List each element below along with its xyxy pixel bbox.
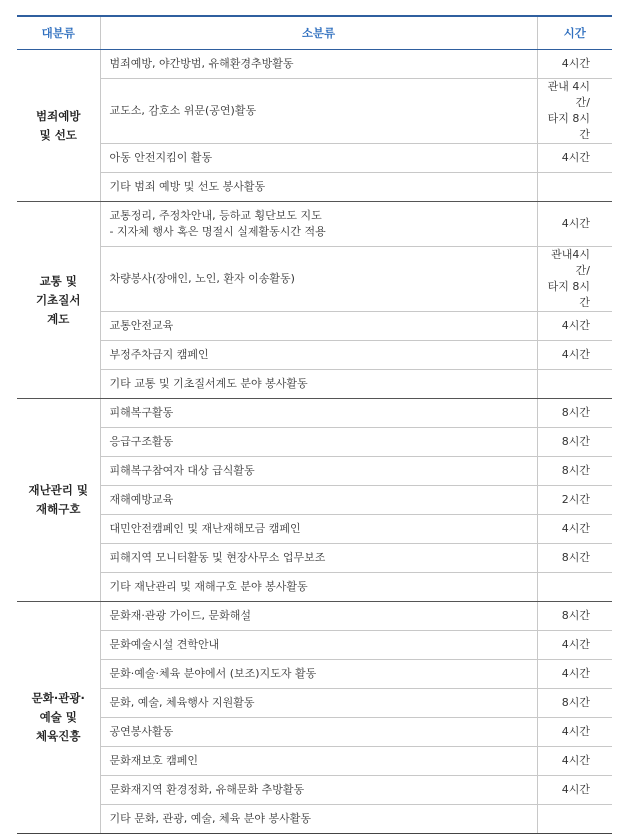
table-row bbox=[17, 79, 612, 144]
time-value: 4시간 bbox=[561, 57, 590, 70]
activity-cell bbox=[100, 747, 537, 776]
time-value: 8시간 bbox=[561, 406, 590, 419]
time-cell bbox=[537, 573, 612, 602]
time-cell bbox=[537, 247, 612, 312]
activity-label: 응급구조활동 bbox=[109, 435, 174, 448]
major-category-label: 예술 및 bbox=[39, 710, 77, 724]
time-cell bbox=[537, 173, 612, 202]
activity-cell bbox=[100, 247, 537, 312]
volunteer-time-table bbox=[17, 15, 612, 834]
table-row bbox=[17, 247, 612, 312]
table-row bbox=[17, 805, 612, 834]
activity-cell bbox=[100, 202, 537, 247]
activity-label: 공연봉사활동 bbox=[109, 725, 174, 738]
activity-cell bbox=[100, 689, 537, 718]
activity-label: 피해복구참여자 대상 급식활동 bbox=[109, 464, 255, 477]
time-cell bbox=[537, 79, 612, 144]
time-cell bbox=[537, 50, 612, 79]
major-category-cell bbox=[17, 50, 100, 202]
table-row bbox=[17, 50, 612, 79]
time-value: 8시간 bbox=[561, 464, 590, 477]
activity-cell bbox=[100, 805, 537, 834]
time-cell bbox=[537, 718, 612, 747]
activity-label: 문화·예술·체육 분야에서 (보조)지도자 활동 bbox=[109, 667, 317, 680]
table-row bbox=[17, 341, 612, 370]
activity-label: 대민안전캠페인 및 재난재해모금 캠페인 bbox=[109, 522, 301, 535]
activity-label: 아동 안전지킴이 활동 bbox=[109, 151, 213, 164]
activity-cell bbox=[100, 312, 537, 341]
activity-label: 피해지역 모니터활동 및 현장사무소 업무보조 bbox=[109, 551, 326, 564]
time-cell bbox=[537, 457, 612, 486]
header-row bbox=[17, 16, 612, 50]
table-row bbox=[17, 660, 612, 689]
activity-cell bbox=[100, 573, 537, 602]
table-row bbox=[17, 747, 612, 776]
major-category-label: 계도 bbox=[47, 311, 70, 326]
major-category-label: 및 선도 bbox=[39, 127, 77, 142]
minor-category-header: 소분류 bbox=[100, 16, 537, 50]
time-value: 타지 8시간 bbox=[547, 280, 590, 309]
time-cell bbox=[537, 370, 612, 399]
time-value: 4시간 bbox=[561, 348, 590, 361]
activity-cell bbox=[100, 718, 537, 747]
time-value: 4시간 bbox=[561, 725, 590, 738]
major-category-cell bbox=[17, 602, 100, 834]
table-row bbox=[17, 144, 612, 173]
activity-cell bbox=[100, 515, 537, 544]
time-cell bbox=[537, 631, 612, 660]
activity-cell bbox=[100, 79, 537, 144]
table-row bbox=[17, 689, 612, 718]
table-row bbox=[17, 399, 612, 428]
table-row bbox=[17, 173, 612, 202]
major-category-cell bbox=[17, 399, 100, 602]
major-category-header: 대분류 bbox=[17, 16, 100, 50]
time-cell bbox=[537, 399, 612, 428]
table-row bbox=[17, 544, 612, 573]
table-row bbox=[17, 515, 612, 544]
table-row bbox=[17, 718, 612, 747]
time-value: 4시간 bbox=[561, 638, 590, 651]
time-value: 8시간 bbox=[561, 551, 590, 564]
activity-cell bbox=[100, 370, 537, 399]
major-category-label: 기초질서 bbox=[36, 292, 81, 307]
table-row bbox=[17, 457, 612, 486]
activity-cell bbox=[100, 341, 537, 370]
table-row bbox=[17, 428, 612, 457]
activity-label: 교통정리, 주정차안내, 등하교 횡단보도 지도 bbox=[109, 209, 322, 222]
activity-cell bbox=[100, 399, 537, 428]
major-category-label: 재난관리 및 bbox=[28, 483, 89, 497]
activity-label: 차량봉사(장애인, 노인, 환자 이송활동) bbox=[109, 272, 295, 285]
activity-label: 기타 재난관리 및 재해구호 분야 봉사활동 bbox=[109, 580, 308, 593]
time-cell bbox=[537, 602, 612, 631]
activity-label: 피해복구활동 bbox=[109, 406, 174, 419]
time-cell bbox=[537, 689, 612, 718]
table-row bbox=[17, 631, 612, 660]
table-row bbox=[17, 486, 612, 515]
activity-label: 문화예술시설 견학안내 bbox=[109, 638, 220, 651]
activity-label: - 지자체 행사 혹은 명절시 실제활동시간 적용 bbox=[109, 225, 326, 238]
activity-label: 교도소, 감호소 위문(공연)활동 bbox=[109, 104, 257, 117]
time-value: 2시간 bbox=[561, 493, 590, 506]
activity-cell bbox=[100, 144, 537, 173]
time-cell bbox=[537, 486, 612, 515]
time-cell bbox=[537, 515, 612, 544]
activity-label: 기타 문화, 관광, 예술, 체육 분야 봉사활동 bbox=[109, 812, 311, 825]
time-cell bbox=[537, 428, 612, 457]
time-value: 4시간 bbox=[561, 319, 590, 332]
time-value: 8시간 bbox=[561, 435, 590, 448]
activity-label: 문화재보호 캠페인 bbox=[109, 754, 199, 767]
time-value: 타지 8시간 bbox=[547, 112, 590, 141]
activity-cell bbox=[100, 428, 537, 457]
major-category-cell bbox=[17, 202, 100, 399]
time-value: 4시간 bbox=[561, 522, 590, 535]
activity-label: 문화재·관광 가이드, 문화해설 bbox=[109, 609, 251, 622]
activity-label: 교통안전교육 bbox=[109, 319, 174, 332]
time-cell bbox=[537, 312, 612, 341]
time-cell bbox=[537, 776, 612, 805]
major-category-label: 체육진흥 bbox=[36, 729, 81, 743]
activity-cell bbox=[100, 457, 537, 486]
time-cell bbox=[537, 805, 612, 834]
time-cell bbox=[537, 341, 612, 370]
table-row bbox=[17, 370, 612, 399]
major-category-label: 교통 및 bbox=[39, 273, 77, 288]
activity-label: 재해예방교육 bbox=[109, 493, 174, 506]
activity-cell bbox=[100, 173, 537, 202]
table-body bbox=[17, 50, 612, 834]
time-value: 4시간 bbox=[561, 151, 590, 164]
time-value: 4시간 bbox=[561, 754, 590, 767]
activity-label: 기타 교통 및 기초질서계도 분야 봉사활동 bbox=[109, 377, 308, 390]
major-category-label: 재해구호 bbox=[36, 502, 81, 516]
major-category-label: 문화·관광· bbox=[31, 691, 85, 705]
time-value: 8시간 bbox=[561, 609, 590, 622]
time-cell bbox=[537, 144, 612, 173]
activity-label: 문화재지역 환경정화, 유해문화 추방활동 bbox=[109, 783, 305, 796]
time-cell bbox=[537, 660, 612, 689]
table-row bbox=[17, 573, 612, 602]
activity-cell bbox=[100, 486, 537, 515]
table-row bbox=[17, 202, 612, 247]
time-value: 8시간 bbox=[561, 696, 590, 709]
time-cell bbox=[537, 544, 612, 573]
activity-label: 기타 범죄 예방 및 선도 봉사활동 bbox=[109, 180, 266, 193]
activity-cell bbox=[100, 631, 537, 660]
table-row bbox=[17, 312, 612, 341]
activity-cell bbox=[100, 50, 537, 79]
activity-label: 문화, 예술, 체육행사 지원활동 bbox=[109, 696, 255, 709]
time-value: 4시간 bbox=[561, 217, 590, 230]
major-category-label: 범죄예방 bbox=[36, 108, 81, 123]
time-cell bbox=[537, 202, 612, 247]
activity-cell bbox=[100, 776, 537, 805]
time-value: 4시간 bbox=[561, 667, 590, 680]
table-row bbox=[17, 776, 612, 805]
activity-cell bbox=[100, 602, 537, 631]
activity-cell bbox=[100, 660, 537, 689]
time-value: 관내 4시간/ bbox=[547, 80, 590, 109]
time-header: 시간 bbox=[537, 16, 612, 50]
time-cell bbox=[537, 747, 612, 776]
activity-label: 범죄예방, 야간방범, 유해환경추방활동 bbox=[109, 57, 294, 70]
table-row bbox=[17, 602, 612, 631]
activity-label: 부정주차금지 캠페인 bbox=[109, 348, 209, 361]
time-value: 4시간 bbox=[561, 783, 590, 796]
time-value: 관내4시간/ bbox=[551, 248, 590, 277]
activity-cell bbox=[100, 544, 537, 573]
